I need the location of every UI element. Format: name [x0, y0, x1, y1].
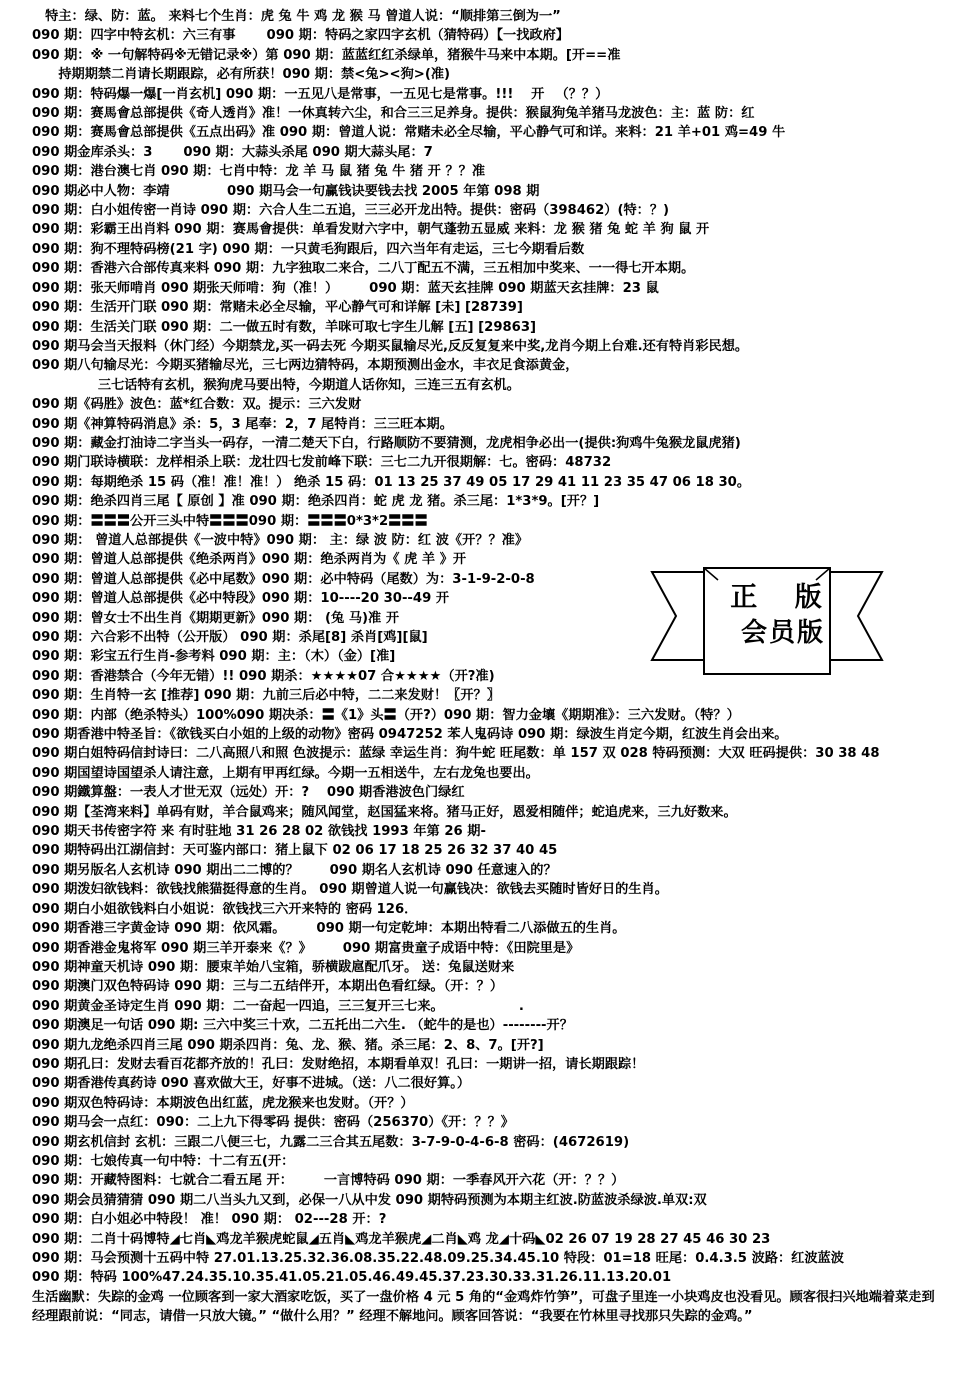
edition-badge: [644, 566, 890, 678]
text-line: 090 期必中人物：李靖 090 期马会一句赢钱诀要钱去找 2005 年第 098 期: [32, 183, 540, 199]
text-line: 090 期国望诗国望杀人请注意，上期有甲再红绿。今期一五相送牛，左右龙兔也要出。: [32, 765, 539, 781]
text-line: 090 期：藏金打油诗二字当头一码存，一清二楚天下白，行路顺防不要猜测，龙虎相争必出一(提供:狗鸡牛兔猴龙鼠虎猪): [32, 435, 741, 451]
text-line: 090 期：特码 100%47.24.35.10.35.41.05.21.05.46.49.45.37.23.30.33.31.26.11.13.20.01: [32, 1270, 672, 1286]
text-line: 090 期：绝杀四肖三尾【 原创 】准 090 期：绝杀四肖：蛇 虎 龙 猪。杀三尾：1*3*9。[开？]: [32, 494, 600, 510]
text-line: 090 期鐵算盤：一表人才世无双（远处）开：? 090 期香港波色门绿红: [32, 785, 465, 801]
text-line: 090 期：张天师啃肖 090 期张天师啃：狗（准！） 090 期：蓝天玄挂牌 090 期蓝天玄挂牌：23 鼠: [32, 280, 659, 296]
text-line: 090 期：赛馬會总部提供《五点出码》准 090 期：曾道人说：常赌未必全尽输，平心静气可和详。来料：21 羊+01 鸡=49 牛: [32, 125, 786, 141]
text-line: 090 期：※ 一句解特码※无错记录※）第 090 期：蓝蓝红红杀绿单，猪猴牛马来中本期。[开==准: [32, 47, 621, 63]
text-line: 090 期：白小姐必中特段！ 准！ 090 期： 02---28 开：?: [32, 1212, 387, 1228]
text-line: 090 期澳门双色特码诗 090 期：三与二五结伴开，本期出色看红绿。（开：？）: [32, 979, 504, 995]
text-line: 090 期香港三字黄金诗 090 期：依风霜。 090 期一句定乾坤：本期出特看二八添做五的生肖。: [32, 921, 626, 937]
badge-line-2: 会员版: [740, 618, 825, 648]
text-line: 090 期：香港禁合（今年无错）!! 090 期杀：★★★★07 合★★★★（开?准): [32, 668, 495, 684]
text-line: 090 期马会当天报料（休门经）今期禁龙,买一码去死 今期买鼠输尽光,反反复复来中奖,龙肖今期上台难.还有特肖彩民想。: [32, 338, 749, 354]
text-line: 090 期神童天机诗 090 期：腰束羊始八宝箱，骄横跋扈配爪牙。 送：兔鼠送财来: [32, 959, 515, 975]
text-line: 090 期：生活关门联 090 期：二一做五时有数，羊咪可取七字生儿解 [五] [29863]: [32, 319, 537, 335]
text-line: 090 期：曾道人总部提供《绝杀两肖》090 期：绝杀两肖为《 虎 羊 》开: [32, 552, 467, 568]
text-line: 090 期九龙绝杀四肖三尾 090 期杀四肖：兔、龙、猴、猪。杀三尾：2、8、7。[开?]: [32, 1037, 544, 1053]
text-line: 090 期《神算特码消息》杀：5，3 尾奉：2，7 尾特肖：三三旺本期。: [32, 416, 453, 432]
text-line: 090 期金库杀头：3 090 期：大蒜头杀尾 090 期大蒜头尾：7: [32, 144, 433, 160]
text-line: 090 期：曾女士不出生肖《期期更新》090 期： (兔 马)准 开: [32, 610, 400, 626]
text-line: 090 期：二肖十码博特◢七肖◣鸡龙羊猴虎蛇鼠◢五肖◣鸡龙羊猴虎◢二肖◣鸡 龙◢十码◣02 26 07 19 28 27 45 46 30 23: [32, 1231, 771, 1247]
text-line: 090 期：六合彩不出特（公开版） 090 期：杀尾[8] 杀肖[鸡][鼠]: [32, 630, 428, 645]
text-line: 090 期：曾道人总部提供《必中尾数》090 期：必中特码（尾数）为：3-1-9-2-0-8: [32, 571, 535, 587]
text-line: 090 期会员猜猜猜 090 期二八当头九又到，必保一八从中发 090 期特码预测为本期主红波.防蓝波杀绿波.单双:双: [32, 1192, 707, 1208]
text-line: 生活幽默：失踪的金鸡 一位顾客到一家大酒家吃饭，买了一盘价格 4 元 5 角的“金鸡炸竹笋”，可盘子里连一小块鸡皮也没看见。顾客很扫兴地端着菜走到经理跟前说：“同志，请借一只放大镜。” “做什么用？” 经理不解地问。顾客回答说：“我要在竹林里寻找那只失踪的金鸡。”: [32, 1289, 935, 1325]
text-line: 090 期：内部（绝杀特头）100%090 期决杀：〓《1》头〓（开?）090 期：智力金壤《期期准》：三六发财。（特？）: [32, 707, 740, 723]
text-line: 090 期香港传真药诗 090 喜欢做大王，好事不进城。（送：八二很好算。）: [32, 1076, 471, 1092]
text-line: 090 期《码胜》波色：蓝*红合数：双。提示：三六发财: [32, 397, 362, 413]
text-line: 090 期孔曰：发财去看百花都齐放的！孔曰：发财绝招，本期看单双！孔曰：一期讲一招，请长期跟踪！: [32, 1056, 645, 1072]
text-line: 090 期：生活开门联 090 期：常赌未必全尽输，平心静气可和详解 [未] [28739]: [32, 300, 523, 316]
text-line: 090 期白姐特码信封诗曰：二八高照八和照 色波提示：蓝绿 幸运生肖：狗牛蛇 旺尾数：单 157 双 028 特码预测：大双 旺码提供：30 38 48: [32, 746, 880, 762]
text-line: 090 期：马会预测十五码中特 27.01.13.25.32.36.08.35.22.48.09.25.34.45.10 特段：01=18 旺尾：0.4.3.5 波路：红波蓝波: [32, 1251, 844, 1266]
text-line: 090 期香港金鬼将军 090 期三羊开泰来《？》 090 期富贵童子成语中特：《田院里是》: [32, 940, 580, 956]
text-line: 090 期：〓〓〓公开三头中特〓〓〓090 期：〓〓〓0*3*2〓〓〓: [32, 513, 428, 529]
text-line: 090 期香港中特圣旨：《欲钱买白小姐的上级的动物》密码 0947252 苯人鬼码诗 090 期：绿波生肖定今期，红波生肖会出来。: [32, 727, 788, 743]
text-line: 090 期：四字中特玄机：六三有事 090 期：特码之家四字玄机（猜特码）【一找政府】: [32, 28, 569, 44]
text-line: 090 期：白小姐传密一肖诗 090 期：六合人生二五追，三三必开龙出特。提供：密码（398462）(特：？): [32, 203, 670, 219]
text-line: 090 期黄金圣诗定生肖 090 期：二一奋起一四追，三三复开三七来。 .: [32, 998, 524, 1014]
text-line: 090 期：赛馬會总部提供《奇人透肖》准！一休真转六尘，和合三三足养身。提供：猴鼠狗兔羊猪马龙波色：主：蓝 防：红: [32, 106, 755, 122]
text-line: 090 期：彩霸王出肖料 090 期：赛馬會提供：单看发财六字中，朝气蓬勃五显威 来料：龙 猴 猪 兔 蛇 羊 狗 鼠 开: [32, 222, 710, 238]
text-line: 090 期特码出江湖信封：天可鉴内部口：猪上鼠下 02 06 17 18 25 26 32 37 40 45: [32, 843, 558, 859]
text-line: 090 期双色特码诗：本期波色出红蓝，虎龙猴来也发财。（开？）: [32, 1095, 414, 1111]
text-line: 持期期禁二肖请长期跟踪，必有所获！090 期：禁<兔><狗>(准): [32, 67, 451, 83]
text-line: 090 期另版名人玄机诗 090 期出二二博的？ 090 期名人玄机诗 090 任意速入的？: [32, 862, 557, 878]
text-line: 090 期马会一点红：090：二上九下得零码 提供：密码（256370）《开：？？》: [32, 1115, 514, 1131]
text-line: 090 期：彩宝五行生肖-参考料 090 期：主：（木）（金）[准]: [32, 649, 396, 665]
text-line: 090 期天书传密字符 来 有时驻地 31 26 28 02 欲钱找 1993 年第 26 期-: [32, 824, 486, 840]
text-line: 090 期：曾道人总部提供《必中特段》090 期：10----20 30--49 开: [32, 591, 450, 607]
badge-line-1: 正 版: [730, 582, 836, 613]
text-line: 三七话特有玄机，猴狗虎马要出特，今期道人话你知，三连三五有玄机。: [32, 377, 520, 393]
text-line: 090 期：每期绝杀 15 码（准！准！准！） 绝杀 15 码：01 13 25 37 49 05 17 29 41 11 23 35 47 06 18 30。: [32, 474, 751, 490]
text-line: 090 期：香港六合部传真来料 090 期：九字独取二来合，二八丁配五不满，三五相加中奖来、一一得七开本期。: [32, 261, 695, 277]
text-line: 090 期【荃湾来料】单码有财，羊合鼠鸡来；随风闻堂，赵国猛来将。猪马正好，恩爱相随伴；蛇追虎来，三九好数来。: [32, 804, 737, 820]
text-line: 090 期：七娘传真一句中特：十二有五(开：: [32, 1153, 295, 1169]
text-line: 090 期八句输尽光：今期买猪输尽光，三七两边猜特码，本期预测出金水，丰衣足食添黄金，: [32, 358, 579, 374]
text-line: 090 期：开藏特图料：七就合二看五尾 开： 一言博特码 090 期：一季春风开六花（开：？？）: [32, 1173, 625, 1189]
text-line: 090 期：港台澳七肖 090 期：七肖中特：龙 羊 马 鼠 猪 兔 牛 猪 开 ？？准: [32, 164, 486, 180]
text-line: 090 期门联诗横联：龙样相杀上联：龙壮四七发前峰下联：三七二九开很期解：七。密码：48732: [32, 455, 612, 471]
text-line: 090 期玄机信封 玄机：三跟二八便三七，九露二三合其五尾数：3-7-9-0-4-6-8 密码：(4672619): [32, 1134, 630, 1150]
text-line: 090 期：特码爆一爆[一肖玄机] 090 期：一五见八是常事，一五见七是常事。!!! 开 （？？）: [32, 86, 609, 102]
text-line: 090 期：生肖特一玄 [推荐] 090 期：九前三后必中特，二二来发财！〖开？〗: [32, 688, 500, 704]
text-line: 090 期：狗不理特码榜(21 字) 090 期：一只黄毛狗跟后，四六当年有走运，三七今期看后数: [32, 241, 585, 257]
text-line: 090 期： 曾道人总部提供《一波中特》090 期： 主：绿 波 防：红 波《开？？准》: [32, 532, 529, 548]
text-line: 090 期白小姐欲钱料白小姐说：欲钱找三六开来特的 密码 126．: [32, 901, 418, 917]
text-line: 090 期泼妇欲钱料：欲钱找熊猫挺得意的生肖。 090 期曾道人说一句赢钱决：欲钱去买随时皆好日的生肖。: [32, 882, 668, 898]
text-line: 特主：绿、防：蓝。 来料七个生肖：虎 兔 牛 鸡 龙 猴 马 曾道人说：“顺排第三倒为一”: [32, 9, 561, 24]
text-line: 090 期澳足一句话 090 期: 三六中奖三十欢，二五托出二六生. （蛇牛的是也）--------开？: [32, 1018, 573, 1034]
